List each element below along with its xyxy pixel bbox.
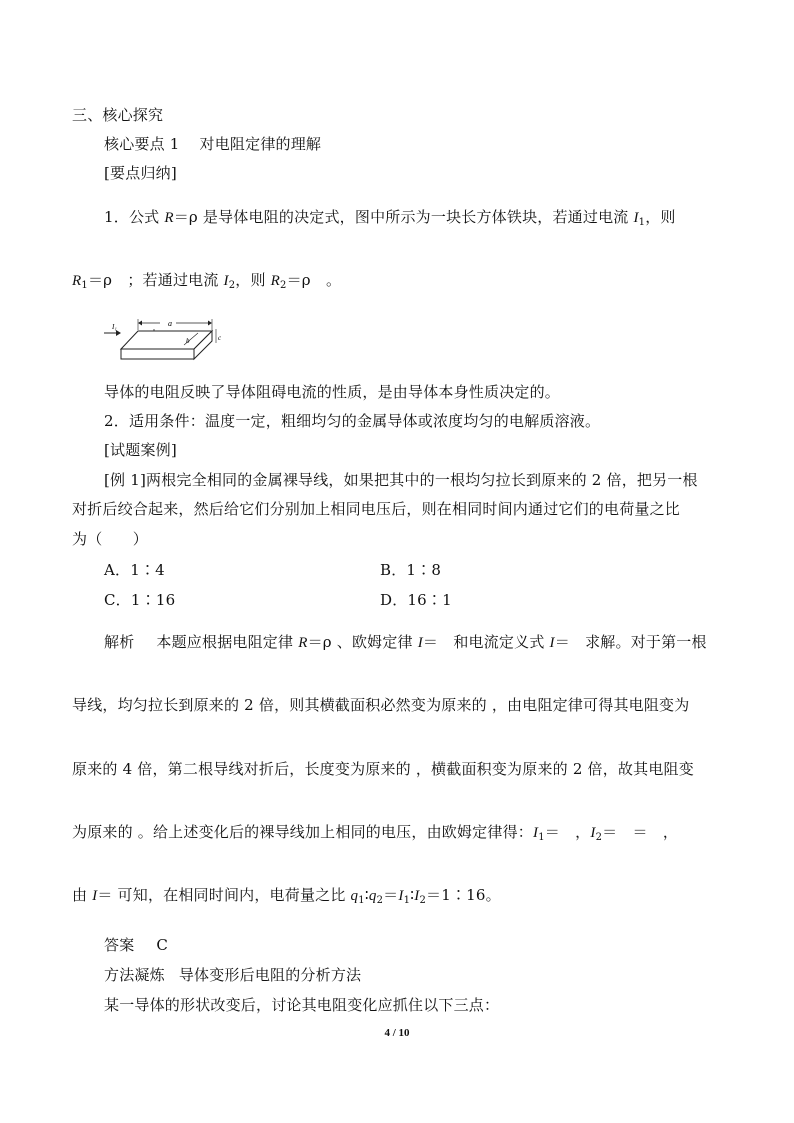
- point1-line2: $R_1=\rho$ ；若通过电流 $I_2$，则 $R_2=\rho$ 。: [72, 271, 342, 291]
- keypoint-label: 核心要点 1: [104, 135, 180, 153]
- analysis-line3: 原来的 4 倍，第二根导线对折后，长度变为原来的 ，横截面积变为原来的 2 倍，故其电阻变: [72, 760, 694, 778]
- block-front-face: [121, 349, 194, 359]
- answer-line: [104, 935, 168, 955]
- resistance-note: 导体的电阻反映了导体阻碍电流的性质，是由导体本身性质决定的。: [104, 383, 561, 401]
- option-c: C．1∶16: [104, 591, 176, 609]
- method-heading: [104, 965, 361, 985]
- answer-label: 答案: [104, 936, 135, 954]
- section-title: 三、核心探究: [72, 106, 164, 124]
- keypoint-heading: [104, 134, 321, 154]
- keypoint-title: 对电阻定律的理解: [199, 135, 322, 153]
- closing-line: 某一导体的形状改变后，讨论其电阻变化应抓住以下三点：: [104, 996, 500, 1014]
- example-heading: [试题案例]: [104, 441, 177, 459]
- answer-value: C: [156, 936, 169, 954]
- analysis-line5: 由 I＝ 可知，在相同时间内，电荷量之比 $q_1∶q_2=I_1∶I_2=1∶16$。: [72, 886, 501, 906]
- summary-heading: [要点归纳]: [104, 164, 177, 182]
- point2: 2．适用条件：温度一定，粗细均匀的金属导体或浓度均匀的电解质溶液。: [104, 412, 601, 430]
- method-title: 导体变形后电阻的分析方法: [178, 966, 362, 984]
- analysis-line2: 导线，均匀拉长到原来的 2 倍，则其横截面积必然变为原来的 ，由电阻定律可得其电阻变为: [72, 696, 690, 714]
- page-number: 4 / 10: [384, 1027, 410, 1039]
- method-label: 方法凝炼: [104, 966, 165, 984]
- label-b: b: [186, 337, 190, 345]
- analysis-label: 解析: [104, 633, 135, 651]
- example-line3: 为（ ）: [72, 530, 149, 548]
- analysis-line1: 解析 本题应根据电阻定律 R＝ρ 、欧姆定律 I＝ 和电流定义式 I＝ 求解。对于第一根: [104, 633, 707, 651]
- option-d: D．16∶1: [380, 591, 452, 609]
- example-line2: 对折后绞合起来，然后给它们分别加上相同电压后，则在相同时间内通过它们的电荷量之比: [72, 500, 681, 518]
- label-c: c: [218, 334, 222, 342]
- analysis-line4: 为原来的 。给上述变化后的裸导线加上相同的电压，由欧姆定律得：$I_1=$ ，$I_2=$ ＝ ，: [72, 823, 679, 843]
- option-a: A．1∶4: [104, 561, 165, 579]
- label-i1: I₁: [112, 323, 117, 331]
- arrowhead: [208, 321, 212, 326]
- option-b: B．1∶8: [380, 561, 442, 579]
- point1-line1: 1．公式 R＝ρ 是导体电阻的决定式，图中所示为一块长方体铁块，若通过电流 $I_1$，则: [104, 208, 676, 228]
- iron-block-figure: [104, 317, 224, 373]
- example-line1: [例 1]两根完全相同的金属裸导线，如果把其中的一根均匀拉长到原来的 2 倍，把另一根: [104, 471, 698, 489]
- label-a: a: [168, 319, 172, 328]
- arrowhead: [138, 321, 142, 326]
